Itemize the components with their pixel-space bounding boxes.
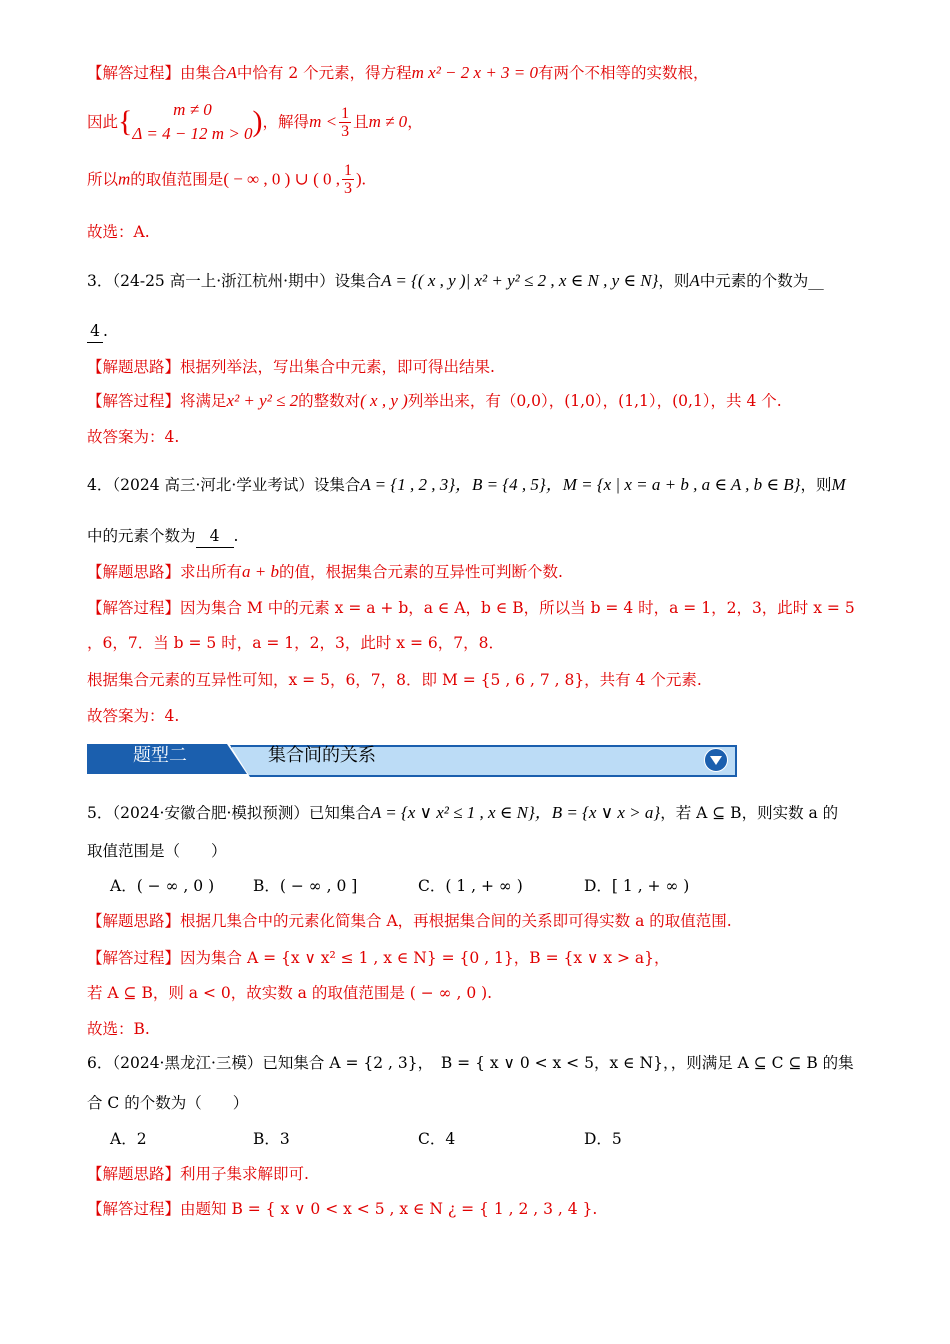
math: m <: [309, 112, 338, 131]
text: 5．（2024·安徽合肥·模拟预测）已知集合: [87, 804, 371, 822]
solution-tag: 【解答过程】: [87, 64, 181, 82]
hint-tag: 【解题思路】: [87, 912, 181, 930]
system-row: m ≠ 0: [173, 100, 212, 119]
solution-line: [87, 98, 423, 148]
text: 因为集合 A = {x ∨ x² ≤ 1 , x ∈ N} = {0 , 1}，B = {x ∨ x > a}，: [180, 949, 670, 967]
text: ，若 A ⊆ B，则实数 a 的: [660, 804, 839, 822]
math: A: [226, 63, 237, 82]
text: 因此: [87, 113, 119, 131]
math: A: [689, 271, 700, 290]
solution-tag: 【解答过程】: [87, 599, 181, 617]
question-6: 6．（2024·黑龙江·三模）已知集合 A = {2 , 3}， B = { x ∨ 0 < x < 5，x ∈ N}，，则满足 A ⊆ C ⊆ B 的集: [87, 1054, 854, 1072]
option-b[interactable]: B．( − ∞ , 0 ]: [253, 877, 358, 895]
question-6-cont: 合 C 的个数为（ ）: [87, 1094, 249, 1112]
banner-section-title: 集合间的关系: [268, 745, 376, 766]
text: 由题知 B = { x ∨ 0 < x < 5 , x ∈ N ¿ = { 1 , 2 , 3 , 4 }.: [180, 1200, 598, 1218]
solution-line: [87, 162, 366, 204]
math: A = {x ∨ x² ≤ 1 , x ∈ N}，B = {x ∨ x > a}: [370, 803, 661, 822]
option-c[interactable]: C．4: [418, 1130, 456, 1148]
option-a[interactable]: A．2: [110, 1130, 147, 1148]
hint-tag: 【解题思路】: [87, 358, 181, 376]
text: 中的元素个数为: [87, 527, 196, 545]
answer-line: 故选：B.: [87, 1020, 150, 1038]
text: 将满足: [180, 392, 227, 410]
math: m: [118, 169, 131, 189]
text: 求出所有: [180, 563, 243, 581]
brace-right: ): [252, 105, 263, 138]
text: .: [233, 527, 239, 545]
math: A = {1 , 2 , 3}，B = {4 , 5}，M = {x | x = a + b , a ∈ A , b ∈ B}: [360, 475, 801, 494]
option-d[interactable]: D．[ 1 , + ∞ ): [584, 877, 690, 895]
answer-blank: 4: [196, 525, 234, 548]
text: 所以: [87, 170, 119, 189]
solution-tag: 【解答过程】: [87, 392, 181, 410]
hint-line: [87, 910, 732, 932]
math: x² + y² ≤ 2: [226, 391, 299, 410]
fraction: [342, 162, 354, 197]
option-a[interactable]: A．( − ∞ , 0 ): [110, 877, 215, 895]
math: m ≠ 0: [368, 112, 408, 131]
text: 由集合: [180, 64, 227, 82]
text: 的值，根据集合元素的互异性可判断个数.: [279, 563, 563, 581]
text: ，: [407, 113, 423, 131]
text: 中元素的个数为__: [699, 272, 824, 290]
solution-line: [87, 597, 855, 619]
hint-tag: 【解题思路】: [87, 563, 181, 581]
option-d[interactable]: D．5: [584, 1130, 622, 1148]
math: a + b: [242, 562, 280, 581]
math: A = {( x , y )| x² + y² ≤ 2 , x ∈ N , y ∈ N}: [381, 271, 659, 290]
question-4-cont: [87, 525, 238, 548]
text: 列举出来，有（0,0），(1,0），(1,1），(0,1），共 4 个.: [407, 392, 782, 410]
question-4: [87, 474, 846, 496]
text: 且: [353, 113, 369, 131]
answer-blank: 4: [87, 320, 103, 343]
chevron-down-icon[interactable]: [704, 748, 728, 772]
option-c[interactable]: C．( 1 , + ∞ ): [418, 877, 523, 895]
answer-line: 故答案为：4.: [87, 428, 180, 446]
banner-section-label: 题型二: [133, 745, 187, 766]
text: 的取值范围是: [130, 170, 224, 189]
hint-tag: 【解题思路】: [87, 1165, 181, 1183]
brace-left: {: [118, 105, 133, 138]
text: ，解得: [262, 113, 310, 131]
denominator: 3: [344, 180, 352, 197]
text: 根据几集合中的元素化简集合 A，再根据集合间的关系即可得实数 a 的取值范围.: [180, 912, 732, 930]
math: ( x , y ): [360, 391, 408, 410]
equation-system: [132, 98, 252, 146]
hint-line: [87, 356, 495, 378]
equation: m x² − 2 x + 3 = 0: [411, 63, 539, 82]
text: 因为集合 M 中的元素 x = a + b，a ∈ A，b ∈ B，所以当 b = 4 时，a = 1，2，3，此时 x = 5: [180, 599, 855, 617]
denominator: 3: [341, 122, 350, 140]
answer-line: 故选：A.: [87, 223, 150, 241]
system-row: Δ = 4 − 12 m > 0: [132, 124, 253, 143]
numerator: 1: [341, 104, 350, 122]
solution-line: [87, 390, 782, 412]
option-b[interactable]: B．3: [253, 1130, 290, 1148]
answer-blank-line: [87, 320, 108, 343]
solution-tag: 【解答过程】: [87, 949, 181, 967]
solution-line: 根据集合元素的互异性可知，x = 5，6，7，8．即 M = {5 , 6 , 7 , 8}，共有 4 个元素.: [87, 671, 702, 689]
fraction: [339, 105, 351, 140]
solution-line: ，6，7．当 b = 5 时，a = 1，2，3，此时 x = 6，7，8．: [87, 634, 504, 652]
text: 的整数对: [298, 392, 361, 410]
math: M: [831, 475, 846, 494]
solution-tag: 【解答过程】: [87, 1200, 181, 1218]
numerator: 1: [344, 162, 352, 179]
solution-line: 若 A ⊆ B，则 a < 0，故实数 a 的取值范围是 ( − ∞ , 0 ).: [87, 984, 493, 1002]
text: 4．（2024 高三·河北·学业考试）设集合: [87, 476, 361, 494]
text: 有两个不相等的实数根，: [538, 64, 709, 82]
solution-line: [87, 947, 670, 969]
answer-line: 故答案为：4.: [87, 707, 180, 725]
math: ).: [356, 169, 366, 189]
hint-line: [87, 561, 563, 583]
solution-line: [87, 1198, 597, 1220]
question-5: [87, 802, 838, 824]
text: 3．（24-25 高一上·浙江杭州·期中）设集合: [87, 272, 382, 290]
text: .: [103, 322, 108, 340]
text: 根据列举法，写出集合中元素，即可得出结果.: [180, 358, 495, 376]
solution-line: [87, 62, 709, 84]
hint-line: [87, 1163, 309, 1185]
text: ，则: [658, 272, 690, 290]
text: ，则: [800, 476, 832, 494]
text: 利用子集求解即可.: [180, 1165, 309, 1183]
question-5-cont: 取值范围是（ ）: [87, 842, 227, 860]
math: ( − ∞ , 0 ) ∪ ( 0 ,: [223, 169, 340, 189]
text: 中恰有 2 个元素，得方程: [236, 64, 412, 82]
question-3: [87, 270, 824, 292]
section-banner: [87, 744, 735, 776]
